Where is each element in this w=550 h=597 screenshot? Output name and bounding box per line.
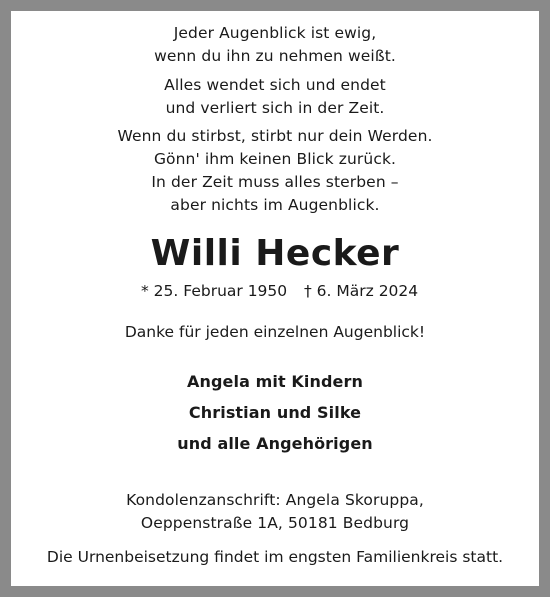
poem-stanza-3 [11,125,539,217]
poem-line: und verliert sich in der Zeit. [165,99,385,117]
thanks-line: Danke für jeden einzelnen Augenblick! [124,323,426,341]
address-line: Kondolenzanschrift: Angela Skoruppa, [126,491,424,509]
poem-line: In der Zeit muss alles sterben – [151,173,399,191]
funeral-note: Die Urnenbeisetzung findet im engsten Familienkreis statt. [46,548,504,566]
poem-line: aber nichts im Augenblick. [170,196,380,214]
poem-line: Wenn du stirbst, stirbt nur dein Werden. [117,127,433,145]
poem-stanza-1 [11,22,539,68]
obituary-card [11,11,539,586]
poem-line: Jeder Augenblick ist ewig, [173,24,377,42]
poem-line: Alles wendet sich und endet [164,76,386,94]
death-date: † 6. März 2024 [304,282,419,300]
mourner: Christian und Silke [188,403,362,422]
deceased-name: Willi Hecker [150,233,400,274]
mourner: und alle Angehörigen [177,434,373,453]
mourners-list [11,366,539,459]
condolence-address [11,489,539,535]
mourner: Angela mit Kindern [187,372,363,391]
address-line: Oeppenstraße 1A, 50181 Bedburg [140,514,410,532]
poem-line: wenn du ihn zu nehmen weißt. [154,47,396,65]
birth-date: * 25. Februar 1950 [141,282,288,300]
poem-line: Gönn' ihm keinen Blick zurück. [153,150,397,168]
poem-stanza-2 [11,74,539,120]
